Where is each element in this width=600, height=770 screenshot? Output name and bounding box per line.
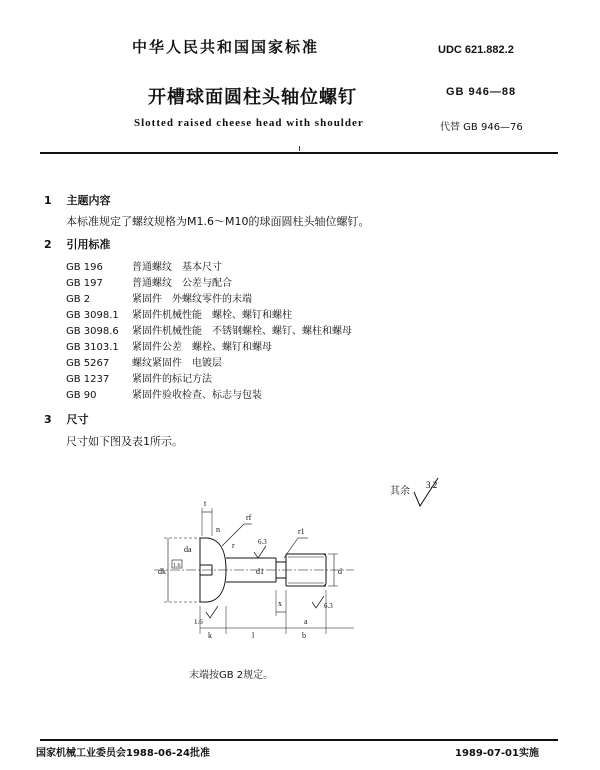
replaces-note: 代替 GB 946—76 xyxy=(440,122,523,133)
reference-item: GB 3103.1 紧固件公差 螺栓、螺钉和螺母 xyxy=(66,342,272,353)
dim-k: k xyxy=(208,631,212,640)
reference-item: GB 1237 紧固件的标记方法 xyxy=(66,374,212,385)
section-title: 主题内容 xyxy=(66,194,111,207)
ra-1-6: 1.6 xyxy=(194,618,203,626)
dim-n: n xyxy=(216,525,220,534)
section-3-heading xyxy=(44,411,89,427)
section-1-text: 本标准规定了螺纹规格为M1.6～M10的球面圆柱头轴位螺钉。 xyxy=(66,215,370,228)
dim-b: b xyxy=(302,631,306,640)
dim-a: a xyxy=(304,617,308,626)
dim-da: da xyxy=(184,545,192,554)
reference-item: GB 196 普通螺纹 基本尺寸 xyxy=(66,262,222,273)
standard-title-cn: 开槽球面圆柱头轴位螺钉 xyxy=(148,87,357,108)
reference-item: GB 3098.6 紧固件机械性能 不锈钢螺栓、螺钉、螺柱和螺母 xyxy=(66,326,352,337)
section-title: 引用标准 xyxy=(66,238,111,251)
issuer-title: 中华人民共和国国家标准 xyxy=(132,38,320,56)
dim-t: t xyxy=(204,499,207,508)
section-3-text: 尺寸如下图及表1所示。 xyxy=(66,435,183,448)
section-number: 3 xyxy=(44,413,52,426)
reference-item: GB 5267 螺纹紧固件 电镀层 xyxy=(66,358,222,369)
dim-r: r xyxy=(232,541,235,550)
center-mark xyxy=(299,146,300,151)
ra-6-3: 6.3 xyxy=(258,538,267,546)
approval-note: 国家机械工业委员会1988-06-24批准 xyxy=(36,748,210,759)
footer-rule xyxy=(40,739,558,741)
reference-item: GB 197 普通螺纹 公差与配合 xyxy=(66,278,232,289)
section-title: 尺寸 xyxy=(66,413,89,426)
tolerance-value: 1.6 xyxy=(173,563,181,569)
dim-r1: r1 xyxy=(298,527,305,536)
dim-x: x xyxy=(278,599,282,608)
standard-number: GB 946—88 xyxy=(446,86,517,98)
ra-6-3-thread: 6.3 xyxy=(324,602,333,610)
reference-item: GB 3098.1 紧固件机械性能 螺栓、螺钉和螺柱 xyxy=(66,310,292,321)
standard-title-en: Slotted raised cheese head with shoulder xyxy=(134,117,364,129)
dim-l: l xyxy=(252,631,255,640)
section-1-heading xyxy=(44,192,111,208)
section-2-heading xyxy=(44,236,111,252)
effective-date: 1989-07-01实施 xyxy=(455,748,539,759)
section-number: 1 xyxy=(44,194,52,207)
header-rule xyxy=(40,152,558,154)
finish-value: 3.2 xyxy=(426,480,438,490)
dim-d1: d1 xyxy=(256,567,264,576)
reference-item: GB 2 紧固件 外螺纹零件的末端 xyxy=(66,294,252,305)
figure-caption: 末端按GB 2规定。 xyxy=(189,670,274,681)
udc-number: UDC 621.882.2 xyxy=(438,44,514,56)
reference-item: GB 90 紧固件验收检查、标志与包装 xyxy=(66,390,262,401)
dim-dk: dk xyxy=(158,567,166,576)
roughness-symbol-icon xyxy=(412,476,452,510)
screw-drawing xyxy=(148,478,398,668)
finish-label: 其余 xyxy=(390,486,410,497)
section-number: 2 xyxy=(44,238,52,251)
dim-d: d xyxy=(338,567,342,576)
dim-rf: rf xyxy=(246,513,252,522)
